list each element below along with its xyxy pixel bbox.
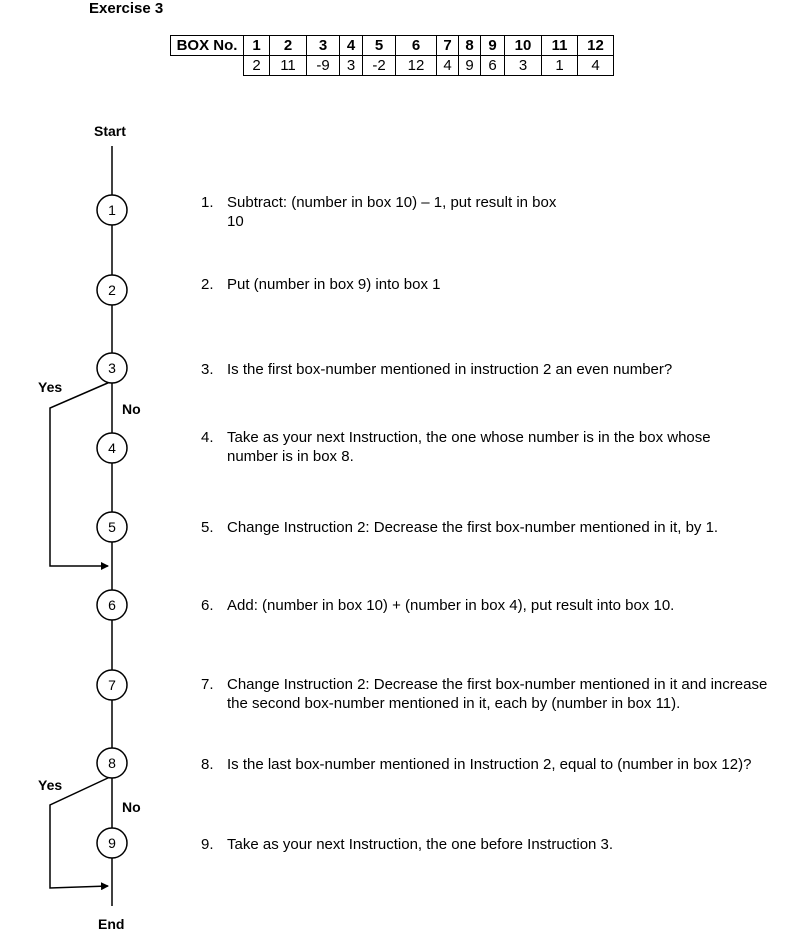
node-number: 8 — [108, 755, 116, 771]
end-label: End — [98, 916, 125, 932]
box-value-cell: 11 — [270, 56, 307, 76]
box-number-cell: 2 — [270, 36, 307, 56]
flow-node-1 — [97, 195, 127, 225]
node-number: 9 — [108, 835, 116, 851]
instruction-number: 6. — [201, 597, 214, 614]
node-number: 2 — [108, 282, 116, 298]
box-value-cell: 2 — [244, 56, 270, 76]
box-number-cell: 5 — [363, 36, 396, 56]
box-value-cell: 9 — [459, 56, 481, 76]
box-value-cell: 1 — [542, 56, 578, 76]
box-number-cell: 7 — [437, 36, 459, 56]
box-value-cell: 6 — [481, 56, 505, 76]
node-number: 6 — [108, 597, 116, 613]
flow-node-7 — [97, 670, 127, 700]
box-value-cell: 3 — [505, 56, 542, 76]
flow-node-3 — [97, 353, 127, 383]
instruction-number: 7. — [201, 676, 214, 693]
box-value-cell: 3 — [340, 56, 363, 76]
box-value-cell: 4 — [437, 56, 459, 76]
instruction-number: 3. — [201, 361, 214, 378]
box-value-cell: 12 — [396, 56, 437, 76]
instruction-text: Take as your next Instruction, the one before Instruction 3. — [227, 836, 614, 853]
instruction-text: Add: (number in box 10) + (number in box 4), put result into box 10. — [227, 597, 675, 614]
exercise-title: Exercise 3 — [89, 0, 164, 17]
decision-3-no-label: No — [122, 401, 141, 417]
instruction-number: 4. — [201, 429, 214, 446]
node-number: 3 — [108, 360, 116, 376]
box-number-cell: 3 — [307, 36, 340, 56]
flow-node-4 — [97, 433, 127, 463]
box-number-cell: 12 — [578, 36, 614, 56]
box-number-label: BOX No. — [171, 36, 244, 56]
instruction-number: 1. — [201, 194, 214, 211]
instruction-number: 5. — [201, 519, 214, 536]
node-number: 5 — [108, 519, 116, 535]
yes-branch-3 — [50, 382, 110, 566]
instruction-number: 2. — [201, 276, 214, 293]
box-value-cell: 4 — [578, 56, 614, 76]
box-number-cell: 4 — [340, 36, 363, 56]
box-number-cell: 9 — [481, 36, 505, 56]
instruction-text: Subtract: (number in box 10) – 1, put result in box 10 — [227, 194, 557, 230]
flow-node-9 — [97, 828, 127, 858]
flow-node-5 — [97, 512, 127, 542]
instruction-text: Change Instruction 2: Decrease the first box-number mentioned in it, by 1. — [227, 519, 719, 536]
box-value-cell: -9 — [307, 56, 340, 76]
box-number-cell: 6 — [396, 36, 437, 56]
decision-8-no-label: No — [122, 799, 141, 815]
instruction-text: Put (number in box 9) into box 1 — [227, 276, 441, 293]
flow-node-6 — [97, 590, 127, 620]
node-number: 1 — [108, 202, 116, 218]
flow-node-8 — [97, 748, 127, 778]
start-label: Start — [94, 123, 126, 139]
decision-8-yes-label: Yes — [38, 777, 63, 793]
instruction-number: 8. — [201, 756, 214, 773]
box-number-cell: 10 — [505, 36, 542, 56]
instruction-text: Change Instruction 2: Decrease the first box-number mentioned in it and increase the second box-number mentioned in it, each by (number in box 11). — [227, 676, 768, 712]
instruction-text: Is the first box-number mentioned in instruction 2 an even number? — [227, 361, 673, 378]
box-value-cell: -2 — [363, 56, 396, 76]
node-number: 4 — [108, 440, 116, 456]
flow-node-2 — [97, 275, 127, 305]
instruction-text: Is the last box-number mentioned in Instruction 2, equal to (number in box 12)? — [227, 756, 752, 773]
node-number: 7 — [108, 677, 116, 693]
instruction-number: 9. — [201, 836, 214, 853]
box-number-cell: 11 — [542, 36, 578, 56]
box-number-cell: 8 — [459, 36, 481, 56]
instruction-text: Take as your next Instruction, the one whose number is in the box whose number is in box 8. — [227, 429, 711, 465]
box-number-cell: 1 — [244, 36, 270, 56]
decision-3-yes-label: Yes — [38, 379, 63, 395]
